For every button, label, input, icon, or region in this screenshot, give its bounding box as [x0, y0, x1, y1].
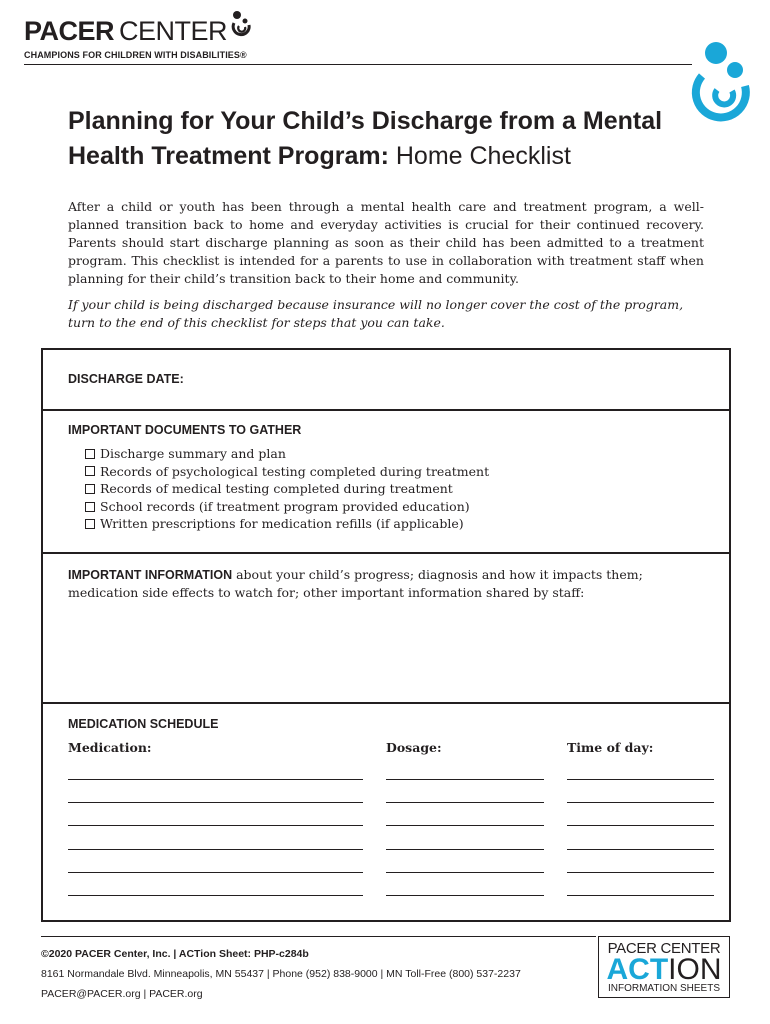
- documents-section: [43, 411, 729, 554]
- logo-center-text: CENTER: [119, 16, 228, 46]
- badge-ion: ION: [668, 953, 722, 986]
- write-in-line[interactable]: [386, 825, 544, 826]
- badge-title: PACER CENTER: [607, 940, 721, 957]
- insurance-note: If your child is being discharged because insurance will no longer cover the cost of the program, turn to the end of this checklist for steps that you can take.: [68, 297, 684, 330]
- checkbox[interactable]: [85, 449, 95, 459]
- write-in-line[interactable]: [68, 895, 363, 896]
- documents-checklist: [85, 445, 489, 533]
- checkbox[interactable]: [85, 502, 95, 512]
- checklist-item[interactable]: [85, 498, 489, 516]
- write-in-line[interactable]: [386, 802, 544, 803]
- information-description: about your child’s progress; diagnosis and how it impacts them; medication side effects to watch for; other important information shared by staff:: [68, 567, 643, 600]
- footer-address: 8161 Normandale Blvd. Minneapolis, MN 55437 | Phone (952) 838-9000 | MN Toll-Free (800) 537-2237: [41, 968, 521, 980]
- write-in-line[interactable]: [567, 849, 714, 850]
- page-title: [68, 104, 678, 174]
- title-bold: Planning for Your Child’s Discharge from a Mental Health Treatment Program:: [68, 107, 663, 170]
- checklist-form: [41, 348, 731, 922]
- write-in-line[interactable]: [386, 872, 544, 873]
- write-in-line[interactable]: [567, 872, 714, 873]
- badge-act: ACT: [606, 953, 669, 986]
- medication-section: [43, 704, 729, 922]
- write-in-line[interactable]: [386, 895, 544, 896]
- checkbox[interactable]: [85, 484, 95, 494]
- discharge-date-label: DISCHARGE DATE:: [68, 372, 184, 386]
- registered-mark: ®: [240, 50, 247, 60]
- dosage-column-label: Dosage:: [386, 740, 442, 755]
- header-divider: [24, 64, 692, 65]
- write-in-line[interactable]: [567, 825, 714, 826]
- checklist-item[interactable]: [85, 480, 489, 498]
- checklist-item[interactable]: [85, 463, 489, 481]
- title-subtitle: Home Checklist: [388, 142, 571, 170]
- checklist-item[interactable]: [85, 515, 489, 533]
- information-section: [43, 554, 729, 704]
- checkbox[interactable]: [85, 466, 95, 476]
- checklist-item[interactable]: [85, 445, 489, 463]
- logo-family-icon: [230, 10, 254, 44]
- footer-contact: PACER@PACER.org | PACER.org: [41, 988, 203, 1000]
- documents-heading: IMPORTANT DOCUMENTS TO GATHER: [68, 423, 302, 437]
- footer-copyright: ©2020 PACER Center, Inc. | ACTion Sheet: PHP-c284b: [41, 948, 309, 960]
- write-in-line[interactable]: [68, 779, 363, 780]
- write-in-line[interactable]: [567, 895, 714, 896]
- write-in-line[interactable]: [68, 802, 363, 803]
- footer-divider: [41, 936, 596, 937]
- checklist-item-label: Records of psychological testing completed during treatment: [100, 463, 490, 479]
- pacer-logo: [24, 14, 254, 60]
- information-heading: IMPORTANT INFORMATION: [68, 568, 233, 582]
- medication-column-label: Medication:: [68, 740, 152, 755]
- write-in-line[interactable]: [567, 779, 714, 780]
- intro-paragraph: After a child or youth has been through a mental health care and treatment program, a well-planned transition back to home and everyday activities is crucial for their continued recovery. Parents should start discharge planning as soon as their child has been admitted to a treatment program. This checklist is intended for a parents to use in collaboration with treatment staff when planning for their child’s transition back to their home and community.: [68, 199, 704, 286]
- information-prompt: [68, 566, 708, 602]
- badge-subtitle: INFORMATION SHEETS: [607, 983, 721, 994]
- checklist-item-label: School records (if treatment program provided education): [100, 498, 470, 514]
- footer: [41, 944, 521, 1004]
- checkbox[interactable]: [85, 519, 95, 529]
- discharge-date-section: [43, 350, 729, 411]
- write-in-line[interactable]: [567, 802, 714, 803]
- write-in-line[interactable]: [386, 849, 544, 850]
- checklist-item-label: Written prescriptions for medication refills (if applicable): [100, 516, 464, 532]
- action-sheet-badge: [598, 936, 730, 998]
- pacer-brand-icon: [690, 38, 754, 134]
- badge-action-word: [599, 953, 729, 986]
- logo-pacer-text: PACER: [24, 16, 115, 46]
- logo-tagline: CHAMPIONS FOR CHILDREN WITH DISABILITIES: [24, 50, 240, 60]
- write-in-line[interactable]: [386, 779, 544, 780]
- write-in-line[interactable]: [68, 825, 363, 826]
- write-in-line[interactable]: [68, 849, 363, 850]
- checklist-item-label: Discharge summary and plan: [100, 446, 286, 461]
- medication-heading: MEDICATION SCHEDULE: [68, 717, 219, 731]
- time-column-label: Time of day:: [567, 740, 654, 755]
- checklist-item-label: Records of medical testing completed during treatment: [100, 481, 453, 497]
- write-in-line[interactable]: [68, 872, 363, 873]
